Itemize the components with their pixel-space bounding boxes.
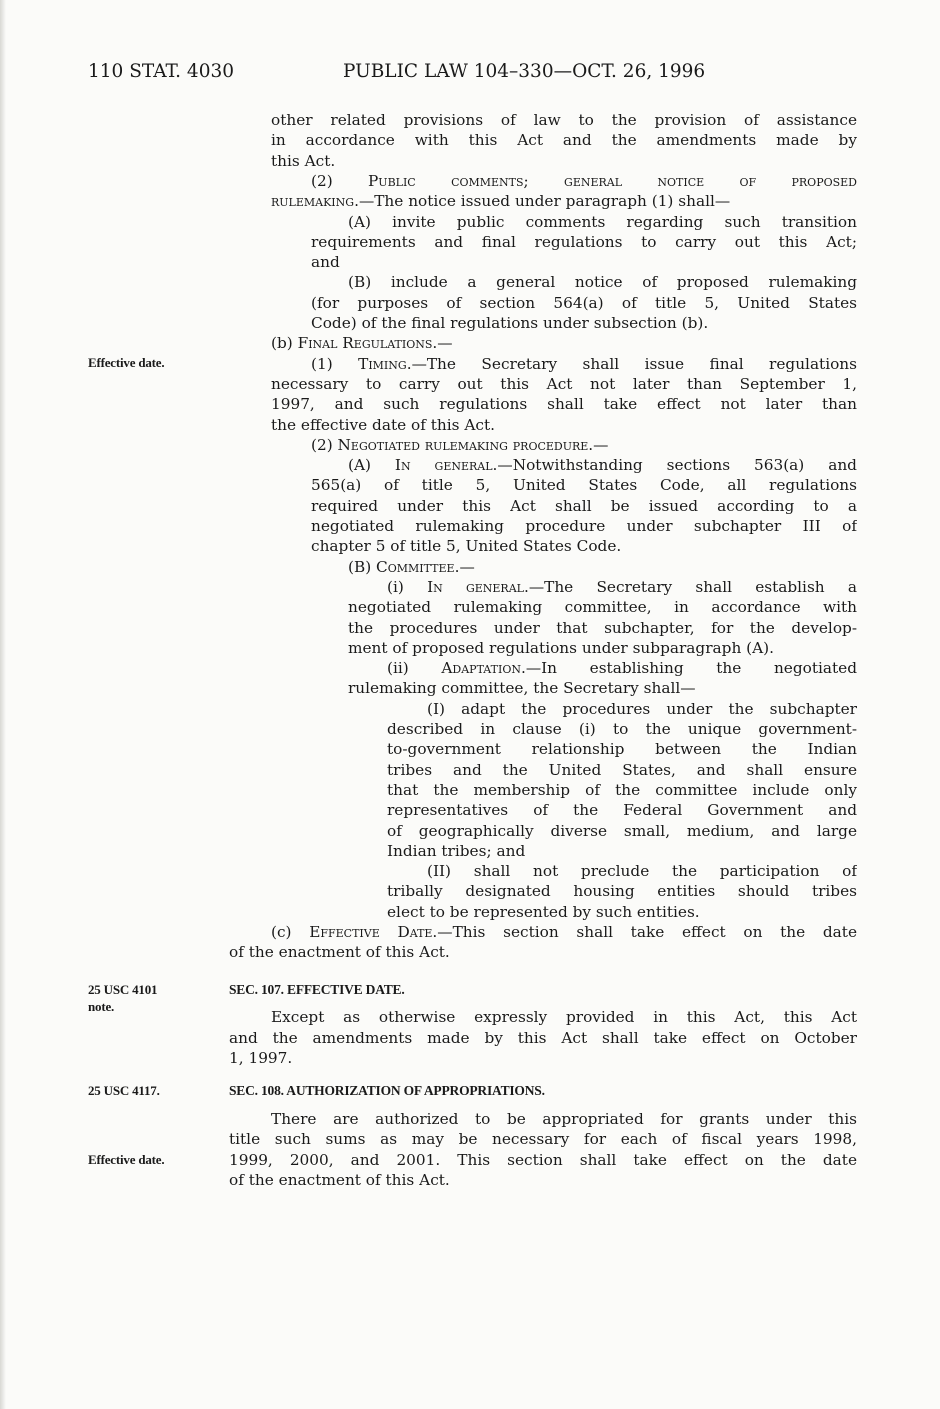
text-line: described in clause (i) to the unique government- bbox=[387, 720, 857, 738]
text-span: (1) bbox=[311, 355, 359, 373]
subsection-caption: Final Regulations. bbox=[297, 334, 438, 352]
text-line: of the enactment of this Act. bbox=[229, 943, 450, 961]
subsection-caption: Negotiated rulemaking procedure. bbox=[337, 436, 594, 454]
text-span: — bbox=[437, 334, 453, 352]
text-line: 565(a) of title 5, United States Code, all regulations bbox=[311, 476, 857, 494]
text-span: — bbox=[593, 436, 609, 454]
text-line: other related provisions of law to the provision of assistance bbox=[271, 111, 857, 129]
page-running-title: PUBLIC LAW 104–330—OCT. 26, 1996 bbox=[343, 61, 706, 82]
text-line bbox=[387, 658, 857, 678]
text-line: that the membership of the committee include only bbox=[387, 781, 857, 799]
text-line: Code) of the final regulations under subsection (b). bbox=[311, 314, 709, 332]
text-line: chapter 5 of title 5, United States Code. bbox=[311, 537, 622, 555]
subsection-caption: Effective Date. bbox=[309, 923, 438, 941]
subsection-caption: Committee. bbox=[376, 558, 460, 576]
text-line: There are authorized to be appropriated for grants under this bbox=[271, 1110, 857, 1128]
text-line: ment of proposed regulations under subparagraph (A). bbox=[348, 639, 774, 657]
subsection-caption: In general. bbox=[427, 578, 529, 596]
margin-note-usc-4117: 25 USC 4117. bbox=[88, 1083, 160, 1098]
text-span: — bbox=[459, 558, 475, 576]
text-line: requirements and final regulations to carry out this Act; bbox=[311, 233, 857, 251]
text-line: representatives of the Federal Government and bbox=[387, 801, 857, 819]
text-line bbox=[348, 557, 857, 577]
text-line: necessary to carry out this Act not later than September 1, bbox=[271, 375, 857, 393]
margin-note-usc-4101: 25 USC 4101 bbox=[88, 982, 158, 997]
text-line: (B) include a general notice of proposed rulemaking bbox=[348, 273, 857, 291]
text-span: —The Secretary shall establish a bbox=[528, 578, 857, 596]
subsection-caption: rulemaking. bbox=[271, 192, 359, 210]
text-span: —The notice issued under paragraph (1) shall— bbox=[358, 192, 731, 210]
subsection-caption: Timing. bbox=[358, 355, 412, 373]
section-107-heading: SEC. 107. EFFECTIVE DATE. bbox=[229, 982, 405, 997]
text-line: (II) shall not preclude the participation of bbox=[427, 862, 857, 880]
text-span: —In establishing the negotiated bbox=[525, 659, 857, 677]
text-span: (i) bbox=[387, 578, 428, 596]
text-span: (ii) bbox=[387, 659, 442, 677]
text-line: (for purposes of section 564(a) of title 5, United States bbox=[311, 294, 857, 312]
text-line bbox=[311, 435, 857, 455]
text-span: —Notwithstanding sections 563(a) and bbox=[497, 456, 857, 474]
text-span: (2) bbox=[311, 436, 338, 454]
text-line bbox=[387, 577, 857, 597]
text-line: of the enactment of this Act. bbox=[229, 1171, 450, 1189]
text-line: negotiated rulemaking procedure under subchapter III of bbox=[311, 517, 857, 535]
margin-note-note: note. bbox=[88, 999, 115, 1014]
subsection-caption: Public comments; general notice of proposed bbox=[368, 172, 857, 190]
text-line: Indian tribes; and bbox=[387, 842, 526, 860]
text-line: the effective date of this Act. bbox=[271, 416, 495, 434]
margin-note-effective-date: Effective date. bbox=[88, 355, 165, 370]
text-line: tribes and the United States, and shall ensure bbox=[387, 761, 857, 779]
text-line: of geographically diverse small, medium, and large bbox=[387, 822, 857, 840]
margin-note-effective-date-2: Effective date. bbox=[88, 1152, 165, 1167]
subsection-caption: Adaptation. bbox=[441, 659, 526, 677]
subsection-caption: In general. bbox=[394, 456, 498, 474]
text-line: (I) adapt the procedures under the subchapter bbox=[427, 700, 857, 718]
text-line bbox=[311, 354, 857, 374]
text-span: (c) bbox=[271, 923, 310, 941]
text-line bbox=[271, 922, 857, 942]
text-line: required under this Act shall be issued according to a bbox=[311, 497, 857, 515]
text-line: elect to be represented by such entities. bbox=[387, 903, 700, 921]
text-line: 1999, 2000, and 2001. This section shall take effect on the date bbox=[229, 1151, 857, 1169]
text-line: rulemaking committee, the Secretary shall— bbox=[348, 679, 696, 697]
text-line: the procedures under that subchapter, for the develop- bbox=[348, 619, 857, 637]
text-line: negotiated rulemaking committee, in accordance with bbox=[348, 598, 857, 616]
text-line: and bbox=[311, 253, 340, 271]
page-edge-shadow bbox=[0, 0, 6, 1409]
text-line bbox=[271, 191, 857, 211]
text-line: 1, 1997. bbox=[229, 1049, 293, 1067]
text-span: (B) bbox=[348, 558, 377, 576]
text-span: —The Secretary shall issue final regulations bbox=[411, 355, 857, 373]
text-span: (b) bbox=[271, 334, 298, 352]
text-line: (A) invite public comments regarding such transition bbox=[348, 213, 857, 231]
text-line: to-government relationship between the Indian bbox=[387, 740, 857, 758]
text-line: tribally designated housing entities should tribes bbox=[387, 882, 857, 900]
page-stat-number: 110 STAT. 4030 bbox=[88, 61, 235, 82]
text-line: and the amendments made by this Act shall take effect on October bbox=[229, 1029, 857, 1047]
text-line: title such sums as may be necessary for each of fiscal years 1998, bbox=[229, 1130, 857, 1148]
text-line: in accordance with this Act and the amendments made by bbox=[271, 131, 857, 149]
text-line: this Act. bbox=[271, 152, 336, 170]
section-108-heading: SEC. 108. AUTHORIZATION OF APPROPRIATIONS. bbox=[229, 1083, 545, 1098]
text-line bbox=[348, 455, 857, 475]
text-line bbox=[271, 333, 857, 353]
text-line bbox=[311, 171, 857, 191]
text-span: —This section shall take effect on the date bbox=[437, 923, 857, 941]
text-line: Except as otherwise expressly provided in this Act, this Act bbox=[271, 1008, 857, 1026]
text-span: (2) bbox=[311, 172, 369, 190]
text-span: (A) bbox=[348, 456, 395, 474]
text-line: 1997, and such regulations shall take effect not later than bbox=[271, 395, 857, 413]
